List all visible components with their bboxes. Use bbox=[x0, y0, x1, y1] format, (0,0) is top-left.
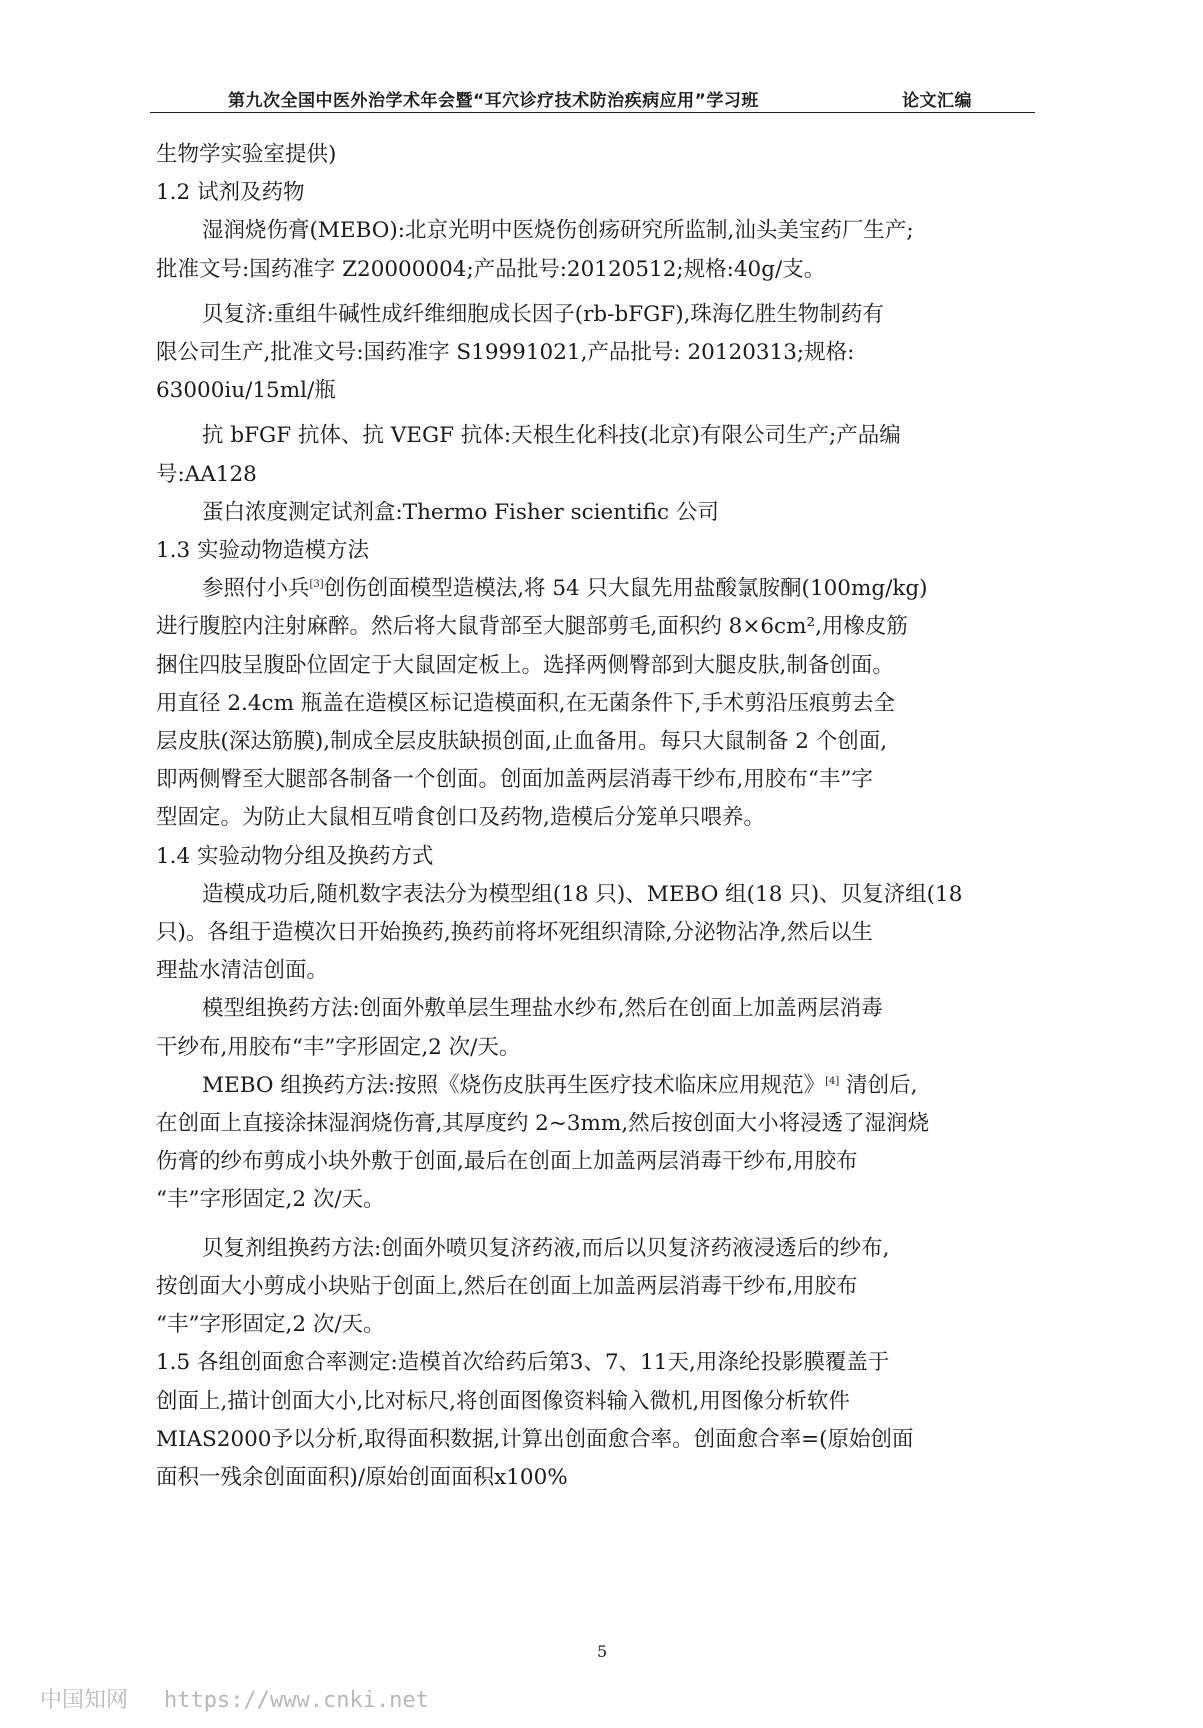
text-line: 批准文号:国药准字 Z20000004;产品批号:20120512;规格:40g/支。 bbox=[156, 256, 826, 282]
header-right: 论文汇编 bbox=[902, 91, 972, 111]
text-line: 蛋白浓度测定试剂盒:Thermo Fisher scientific 公司 bbox=[202, 499, 719, 525]
text-line: 号:AA128 bbox=[156, 461, 257, 487]
text-line: 模型组换药方法:创面外敷单层生理盐水纱布,然后在创面上加盖两层消毒 bbox=[202, 996, 883, 1022]
text-line: 只)。各组于造模次日开始换药,换药前将坏死组织清除,分泌物沾净,然后以生 bbox=[156, 920, 873, 946]
section-heading: 1.3 实验动物造模方法 bbox=[156, 538, 370, 564]
text-line: 面积一残余创面面积)/原始创面面积x100% bbox=[156, 1464, 568, 1490]
citation-ref: [4] bbox=[825, 1075, 840, 1087]
text-line: MIAS2000予以分析,取得面积数据,计算出创面愈合率。创面愈合率=(原始创面 bbox=[156, 1426, 914, 1452]
header-rule bbox=[150, 112, 1035, 113]
text-line: 贝复剂组换药方法:创面外喷贝复济药液,而后以贝复济药液浸透后的纱布, bbox=[202, 1235, 890, 1261]
text-line: 63000iu/15ml/瓶 bbox=[156, 378, 336, 404]
text-line: 伤膏的纱布剪成小块外敷于创面,最后在创面上加盖两层消毒干纱布,用胶布 bbox=[156, 1149, 858, 1175]
text-line: 限公司生产,批准文号:国药准字 S19991021,产品批号: 20120313;规格: bbox=[156, 340, 855, 366]
body-text bbox=[156, 136, 1041, 1497]
text-line: “丰”字形固定,2 次/天。 bbox=[156, 1312, 385, 1338]
text-line: 层皮肤(深达筋膜),制成全层皮肤缺损创面,止血备用。每只大鼠制备 2 个创面, bbox=[156, 729, 888, 755]
text-line: 理盐水清洁创面。 bbox=[156, 958, 329, 984]
text-line: 即两侧臀至大腿部各制备一个创面。创面加盖两层消毒干纱布,用胶布“丰”字 bbox=[156, 767, 873, 793]
watermark-footer bbox=[40, 1683, 429, 1714]
header-title: 第九次全国中医外治学术年会暨“耳穴诊疗技术防治疾病应用”学习班 bbox=[228, 91, 759, 111]
text-line: 进行腹腔内注射麻醉。然后将大鼠背部至大腿部剪毛,面积约 8×6cm²,用橡皮筋 bbox=[156, 614, 908, 640]
text-line: 造模成功后,随机数字表法分为模型组(18 只)、MEBO 组(18 只)、贝复济组(18 bbox=[202, 881, 963, 907]
text-line: 1.5 各组创面愈合率测定:造模首次给药后第3、7、11天,用涤纶投影膜覆盖于 bbox=[156, 1350, 890, 1376]
text-span: 清创后, bbox=[839, 1072, 918, 1098]
text-span: 参照付小兵 bbox=[202, 576, 310, 602]
page-number: 5 bbox=[597, 1642, 608, 1661]
text-line: 用直径 2.4cm 瓶盖在造模区标记造模面积,在无菌条件下,手术剪沿压痕剪去全 bbox=[156, 690, 895, 716]
running-header bbox=[150, 82, 1050, 112]
text-line bbox=[156, 1067, 1041, 1105]
text-line: “丰”字形固定,2 次/天。 bbox=[156, 1187, 385, 1213]
section-heading: 1.2 试剂及药物 bbox=[156, 180, 305, 206]
text-line: 生物学实验室提供) bbox=[156, 142, 337, 167]
text-line bbox=[156, 570, 1041, 608]
text-line: 干纱布,用胶布“丰”字形固定,2 次/天。 bbox=[156, 1034, 521, 1060]
text-line: 型固定。为防止大鼠相互啃食创口及药物,造模后分笼单只喂养。 bbox=[156, 805, 765, 831]
section-heading: 1.4 实验动物分组及换药方式 bbox=[156, 843, 434, 869]
citation-ref: [3] bbox=[309, 579, 324, 591]
text-line: 按创面大小剪成小块贴于创面上,然后在创面上加盖两层消毒干纱布,用胶布 bbox=[156, 1273, 858, 1299]
text-line: 抗 bFGF 抗体、抗 VEGF 抗体:天根生化科技(北京)有限公司生产;产品编 bbox=[202, 423, 901, 449]
text-line: 贝复济:重组牛碱性成纤维细胞成长因子(rb-bFGF),珠海亿胜生物制药有 bbox=[202, 301, 884, 327]
text-span: 创伤创面模型造模法,将 54 只大鼠先用盐酸氯胺酮(100mg/kg) bbox=[323, 576, 928, 602]
text-line: 捆住四肢呈腹卧位固定于大鼠固定板上。选择两侧臀部到大腿皮肤,制备创面。 bbox=[156, 652, 894, 678]
text-line: 在创面上直接涂抹湿润烧伤膏,其厚度约 2~3mm,然后按创面大小将浸透了湿润烧 bbox=[156, 1111, 930, 1137]
text-line: 湿润烧伤膏(MEBO):北京光明中医烧伤创疡研究所监制,汕头美宝药厂生产; bbox=[202, 218, 914, 244]
watermark-site-name: 中国知网 bbox=[40, 1688, 129, 1713]
watermark-url: https://www.cnki.net bbox=[164, 1688, 429, 1713]
text-span: MEBO 组换药方法:按照《烧伤皮肤再生医疗技术临床应用规范》 bbox=[202, 1072, 826, 1098]
text-line: 创面上,描计创面大小,比对标尺,将创面图像资料输入微机,用图像分析软件 bbox=[156, 1388, 850, 1414]
